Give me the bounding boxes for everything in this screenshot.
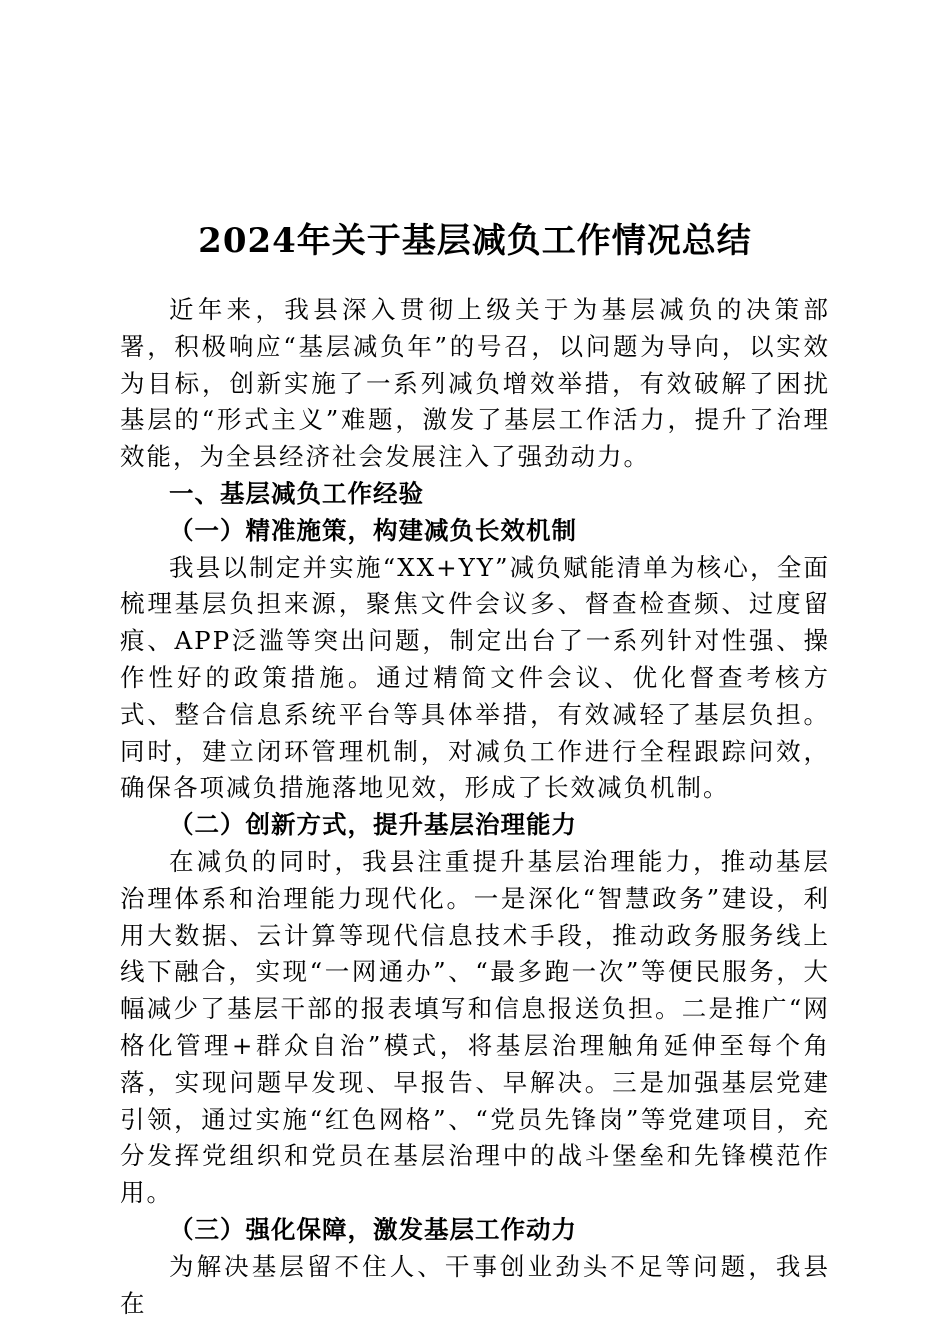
subsection-paragraph-2: 在减负的同时，我县注重提升基层治理能力，推动基层治理体系和治理能力现代化。一是深化“智慧政务”建设，利用大数据、云计算等现代信息技术手段，推动政务服务线上线下融合，实现“一网通办”、“最多跑一次”等便民服务，大幅减少了基层干部的报表填写和信息报送负担。二是推广“网格化管理+群众自治”模式，将基层治理触角延伸至每个角落，实现问题早发现、早报告、早解决。三是加强基层党建引领，通过实施“红色网格”、“党员先锋岗”等党建项目，充分发挥党组织和党员在基层治理中的战斗堡垒和先锋模范作用。 [120, 846, 830, 1208]
document-body [120, 292, 830, 1322]
subsection-heading-2: （二）创新方式，提升基层治理能力 [169, 810, 577, 840]
subsection-paragraph-3: 为解决基层留不住人、干事创业劲头不足等问题，我县在 [120, 1251, 830, 1318]
section-heading-1: 一、基层减负工作经验 [169, 478, 424, 508]
subsection-heading-1: （一）精准施策，构建减负长效机制 [169, 515, 577, 545]
intro-paragraph: 近年来，我县深入贯彻上级关于为基层减负的决策部署，积极响应“基层减负年”的号召，以问题为导向，以实效为目标，创新实施了一系列减负增效举措，有效破解了困扰基层的“形式主义”难题，激发了基层工作活力，提升了治理效能，为全县经济社会发展注入了强劲动力。 [120, 295, 830, 472]
subsection-heading-3: （三）强化保障，激发基层工作动力 [169, 1214, 577, 1244]
document-title: 2024年关于基层减负工作情况总结 [198, 220, 752, 261]
subsection-paragraph-1: 我县以制定并实施“XX+YY”减负赋能清单为核心，全面梳理基层负担来源，聚焦文件会议多、督查检查频、过度留痕、APP泛滥等突出问题，制定出台了一系列针对性强、操作性好的政策措施。通过精简文件会议、优化督查考核方式、整合信息系统平台等具体举措，有效减轻了基层负担。同时，建立闭环管理机制，对减负工作进行全程跟踪问效，确保各项减负措施落地见效，形成了长效减负机制。 [120, 552, 830, 803]
